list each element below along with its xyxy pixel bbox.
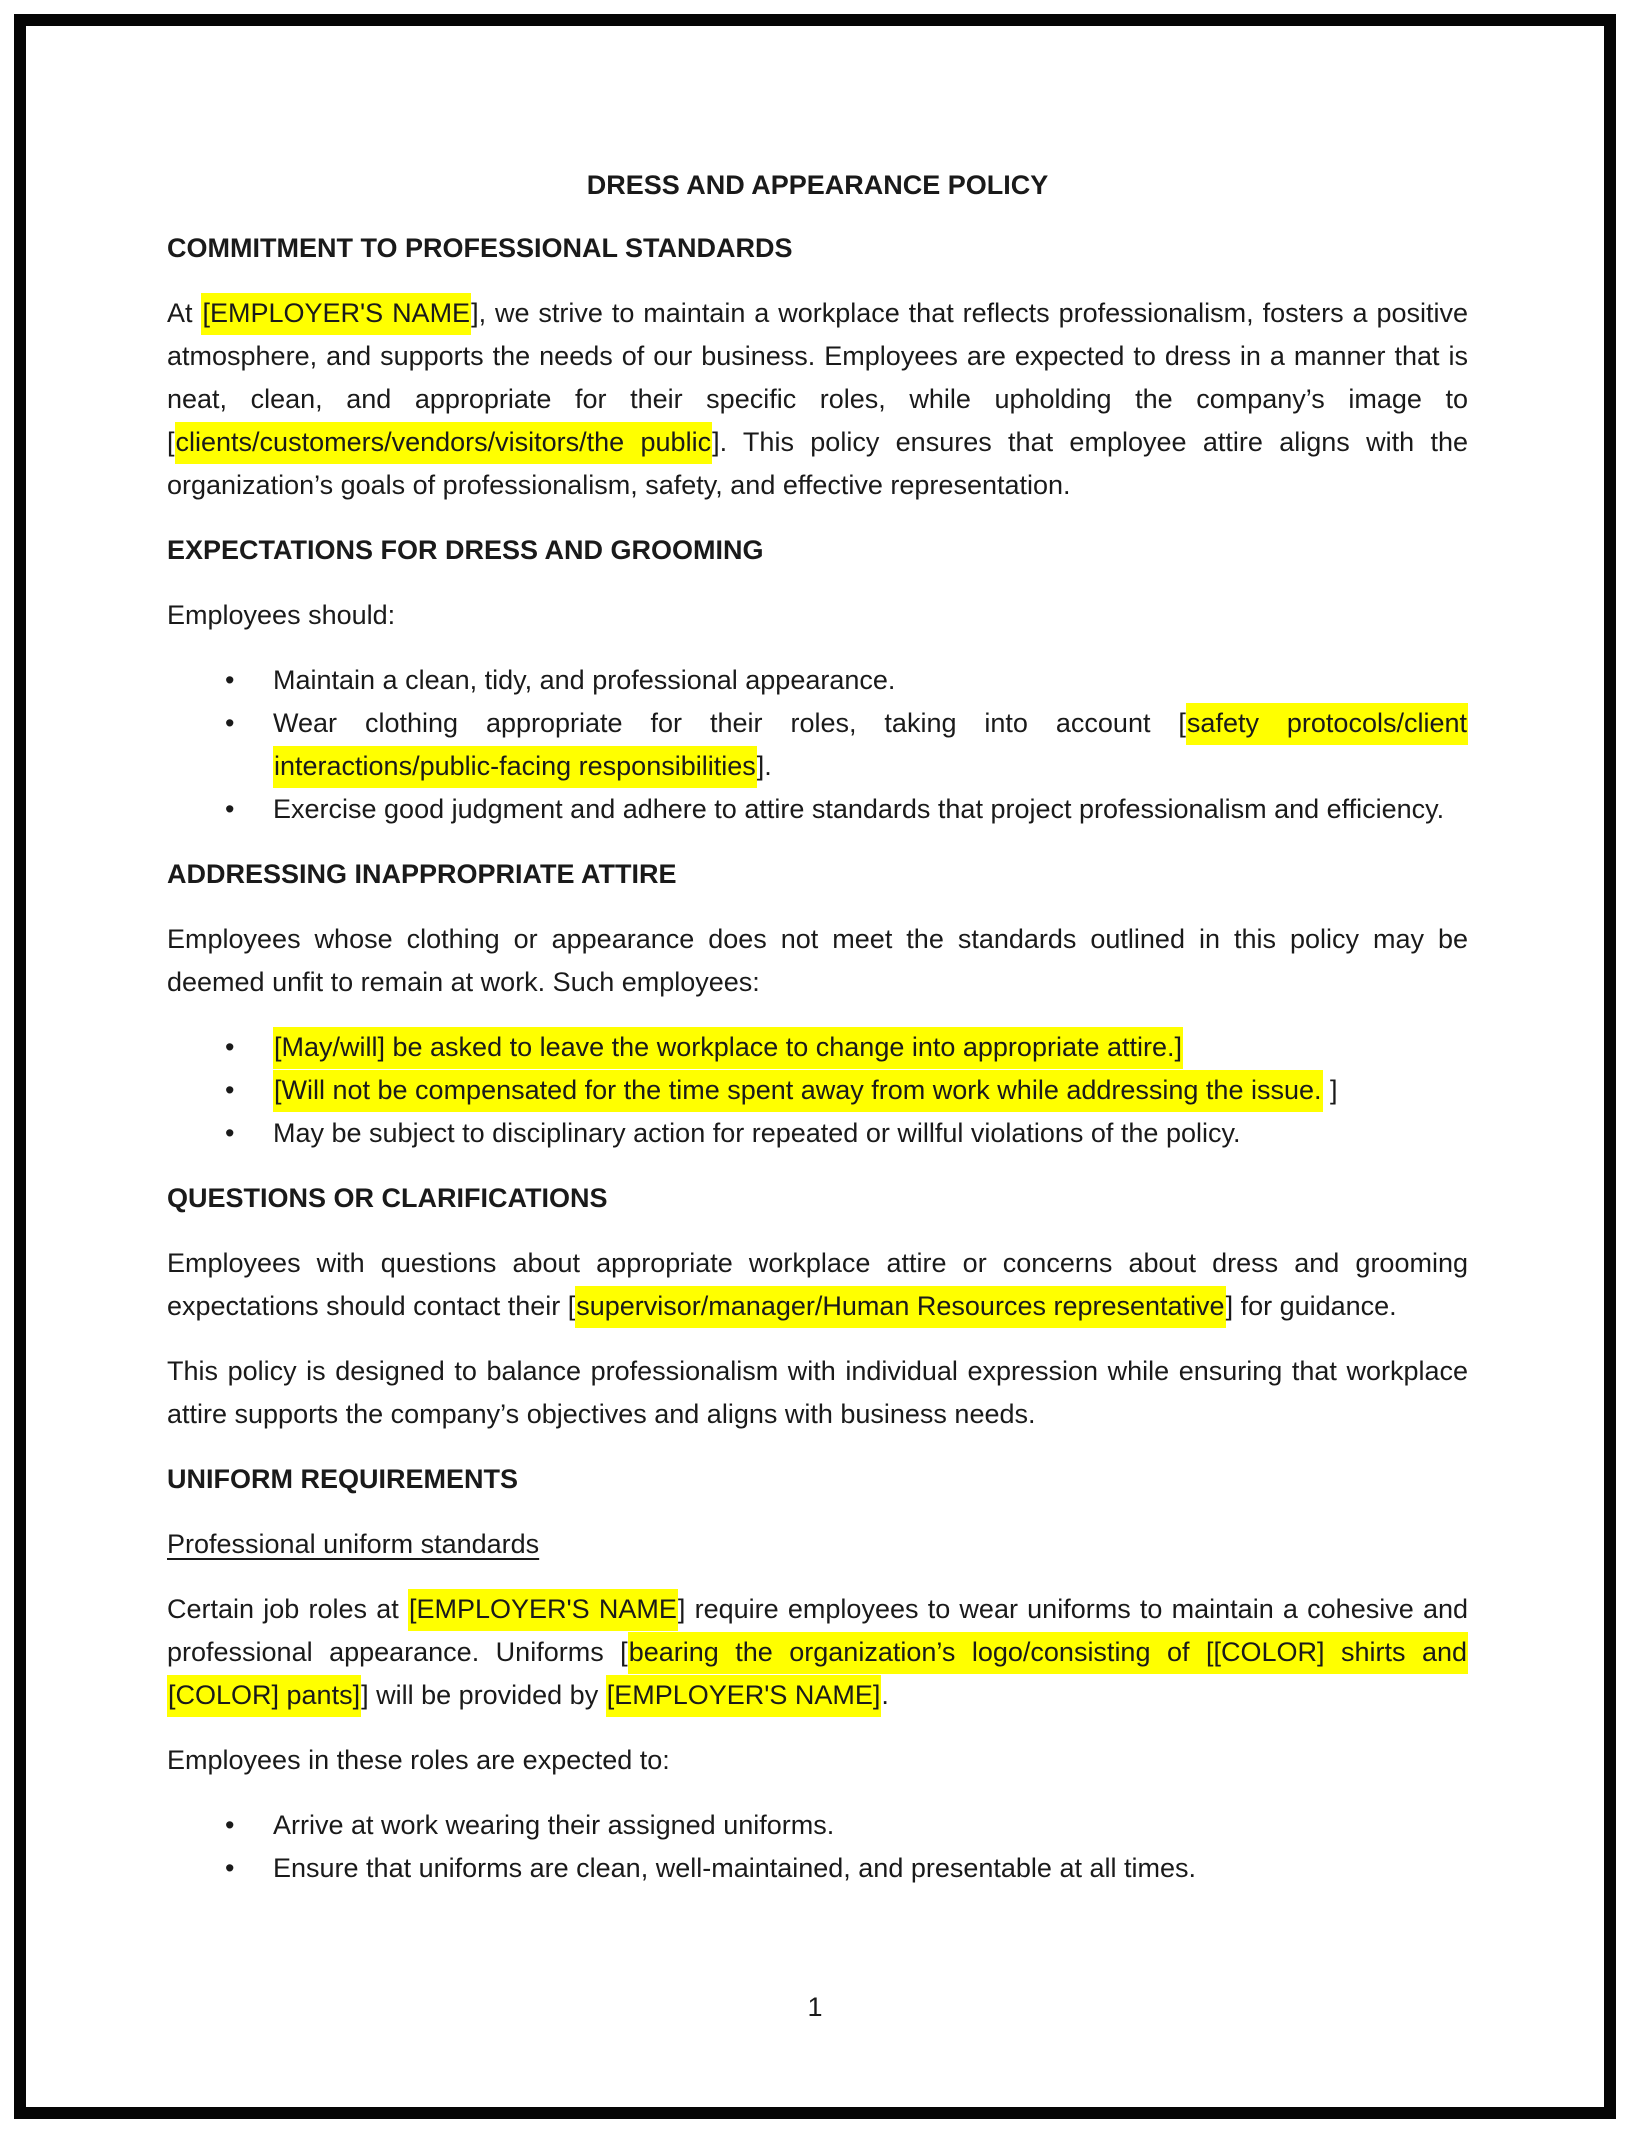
text-run: ] <box>1322 1075 1338 1105</box>
text-run: ]. <box>756 751 772 781</box>
text-run: ] will be provided by <box>361 1680 606 1710</box>
document-blocks <box>167 227 1468 1890</box>
text-run: May be subject to disciplinary action for repeated or willful violations of the policy. <box>273 1118 1241 1148</box>
list-item <box>167 788 1468 831</box>
highlighted-placeholder: [May/will] be asked to leave the workplace to change into appropriate attire.] <box>273 1027 1183 1069</box>
highlighted-placeholder: [EMPLOYER'S NAME] <box>606 1675 882 1717</box>
text-run: Certain job roles at <box>167 1594 408 1624</box>
bullet-list <box>167 1804 1468 1890</box>
highlighted-placeholder: safety protocols/client interactions/public-facing responsibilities <box>273 703 1468 788</box>
document-body <box>26 26 1604 2107</box>
highlighted-placeholder: supervisor/manager/Human Resources representative <box>575 1286 1225 1328</box>
section-heading: QUESTIONS OR CLARIFICATIONS <box>167 1183 608 1213</box>
text-run: . <box>881 1680 889 1710</box>
bullet-marker-icon: • <box>225 1075 235 1105</box>
bullet-marker-icon: • <box>225 1853 235 1883</box>
text-run: Employees should: <box>167 600 396 630</box>
paragraph <box>167 1242 1468 1328</box>
list-item <box>167 1026 1468 1069</box>
section-heading: ADDRESSING INAPPROPRIATE ATTIRE <box>167 859 677 889</box>
highlighted-placeholder: [EMPLOYER'S NAME <box>408 1589 678 1631</box>
list-item <box>167 1112 1468 1155</box>
text-run: Wear clothing appropriate for their roles, taking into account [ <box>273 708 1186 738</box>
list-item <box>167 659 1468 702</box>
bullet-marker-icon: • <box>225 665 235 695</box>
paragraph <box>167 1350 1468 1436</box>
page-number: 1 <box>807 1992 823 2022</box>
text-run: Exercise good judgment and adhere to attire standards that project professionalism and efficiency. <box>273 794 1445 824</box>
highlighted-placeholder: [Will not be compensated for the time spent away from work while addressing the issue. <box>273 1070 1323 1112</box>
bullet-marker-icon: • <box>225 794 235 824</box>
paragraph <box>167 918 1468 1004</box>
paragraph <box>167 1739 1468 1782</box>
text-run: Maintain a clean, tidy, and professional appearance. <box>273 665 896 695</box>
highlighted-placeholder: clients/customers/vendors/visitors/the public <box>175 422 713 464</box>
text-run: ] for guidance. <box>1225 1291 1397 1321</box>
highlighted-placeholder: [EMPLOYER'S NAME <box>201 293 471 335</box>
text-run: Arrive at work wearing their assigned uniforms. <box>273 1810 835 1840</box>
text-run: Employees whose clothing or appearance does not meet the standards outlined in this policy may be deemed unfit to remain at work. Such employees: <box>167 924 1468 997</box>
text-run: Employees in these roles are expected to: <box>167 1745 670 1775</box>
bullet-marker-icon: • <box>225 1032 235 1062</box>
bullet-list <box>167 659 1468 831</box>
section-heading: EXPECTATIONS FOR DRESS AND GROOMING <box>167 535 764 565</box>
list-item <box>167 1804 1468 1847</box>
text-run: Ensure that uniforms are clean, well-maintained, and presentable at all times. <box>273 1853 1196 1883</box>
bullet-marker-icon: • <box>225 708 235 738</box>
list-item <box>167 702 1468 788</box>
section-heading: COMMITMENT TO PROFESSIONAL STANDARDS <box>167 233 793 263</box>
bullet-marker-icon: • <box>225 1810 235 1840</box>
bullet-list <box>167 1026 1468 1155</box>
text-run: ], we strive to maintain a workplace that reflects professionalism, fosters a positive atmosphere, and supports the needs of our business. Employees are expected to dress in a manner that is neat, clean, and appropriate for their specific roles, while upholding the company’s image to [ <box>167 298 1468 457</box>
text-run: ] require employees to wear uniforms to maintain a cohesive and professional appearance. Uniforms [ <box>167 1594 1468 1667</box>
paragraph <box>167 1588 1468 1717</box>
underlined-subheading: Professional uniform standards <box>167 1529 540 1559</box>
text-run: At <box>167 298 202 328</box>
list-item <box>167 1069 1468 1112</box>
bullet-marker-icon: • <box>225 1118 235 1148</box>
paragraph <box>167 292 1468 507</box>
text-run: This policy is designed to balance professionalism with individual expression while ensuring that workplace attire supports the company’s objectives and aligns with business needs. <box>167 1356 1468 1429</box>
highlighted-placeholder: bearing the organization’s logo/consisting of [[COLOR] shirts and [COLOR] pants] <box>167 1632 1468 1717</box>
list-item <box>167 1847 1468 1890</box>
section-heading: UNIFORM REQUIREMENTS <box>167 1464 518 1494</box>
text-run: ]. This policy ensures that employee attire aligns with the organization’s goals of professionalism, safety, and effective representation. <box>167 427 1468 500</box>
paragraph <box>167 594 1468 637</box>
document-title: DRESS AND APPEARANCE POLICY <box>586 170 1049 200</box>
text-run: Employees with questions about appropriate workplace attire or concerns about dress and grooming expectations should contact their [ <box>167 1248 1468 1321</box>
